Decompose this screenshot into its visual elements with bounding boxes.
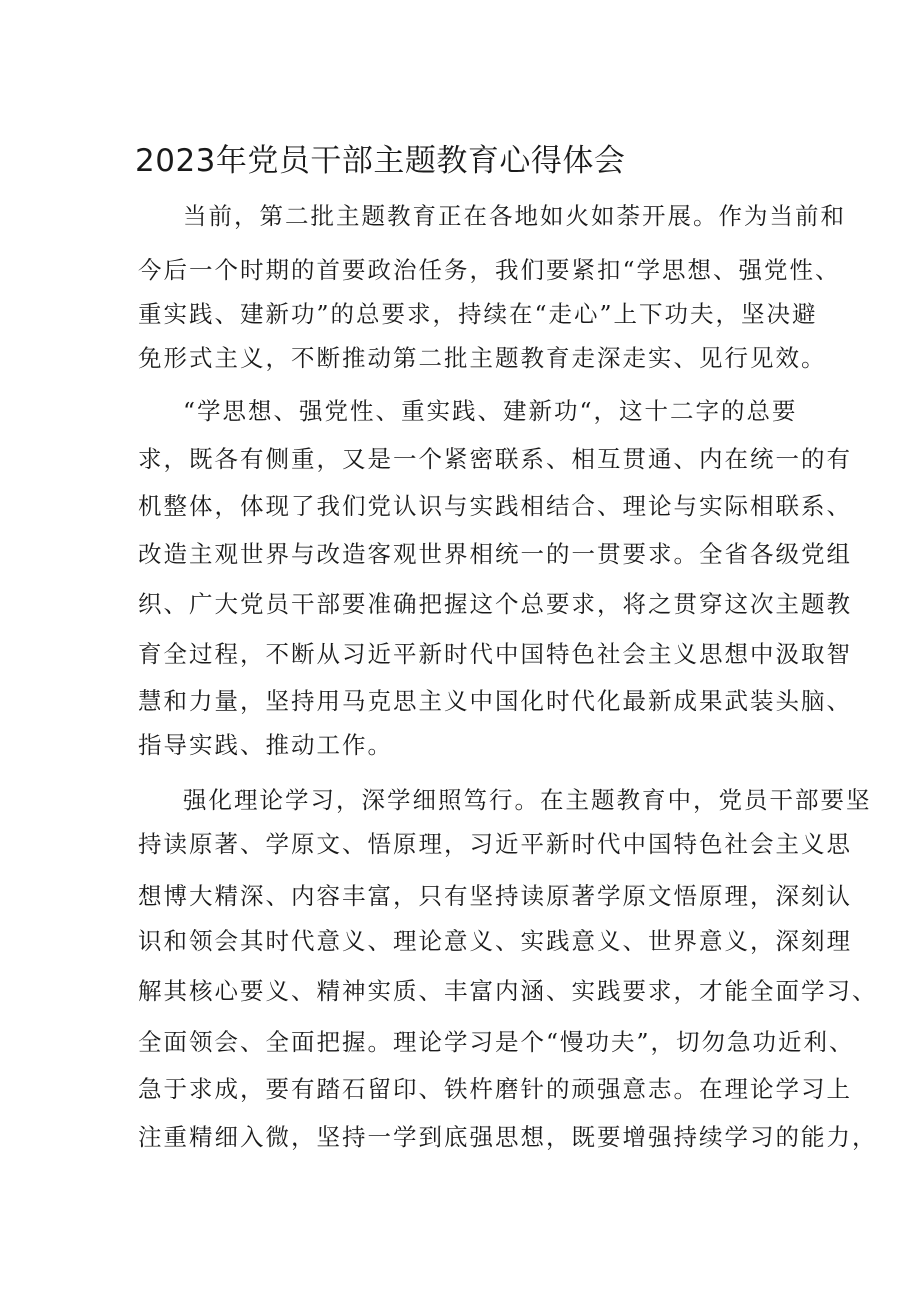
paragraph-line: 今后一个时期的首要政治任务，我们要紧扣“学思想、强党性、 (138, 256, 841, 284)
paragraph-line: 织、广大党员干部要准确把握这个总要求，将之贯穿这次主题教 (138, 590, 852, 618)
paragraph-line: 慧和力量，坚持用马克思主义中国化时代化最新成果武装头脑、 (138, 687, 852, 715)
paragraph-line: 育全过程，不断从习近平新时代中国特色社会主义思想中汲取智 (138, 640, 852, 668)
paragraph-line: 重实践、建新功”的总要求，持续在“走心”上下功夫，坚决避 (138, 300, 818, 328)
paragraph-line: 想博大精深、内容丰富，只有坚持读原著学原文悟原理，深刻认 (138, 882, 852, 910)
paragraph-line: 急于求成，要有踏石留印、铁杵磨针的顽强意志。在理论学习上 (138, 1075, 852, 1103)
paragraph-line: 机整体，体现了我们党认识与实践相结合、理论与实际相联系、 (138, 492, 852, 520)
paragraph-line: 改造主观世界与改造客观世界相统一的一贯要求。全省各级党组 (138, 540, 852, 568)
paragraph-line: 全面领会、全面把握。理论学习是个“慢功夫”，切勿急功近利、 (138, 1028, 855, 1056)
document-title: 2023年党员干部主题教育心得体会 (135, 143, 626, 179)
paragraph-line: 免形式主义，不断推动第二批主题教育走深走实、见行见效。 (138, 344, 827, 372)
paragraph-line: 解其核心要义、精神实质、丰富内涵、实践要求，才能全面学习、 (138, 977, 878, 1005)
paragraph-line: 强化理论学习，深学细照笃行。在主题教育中，党员干部要坚 (183, 786, 872, 814)
paragraph-line: 注重精细入微，坚持一学到底强思想，既要增强持续学习的能力， (138, 1123, 878, 1151)
paragraph-line: 识和领会其时代意义、理论意义、实践意义、世界意义，深刻理 (138, 927, 852, 955)
paragraph-line: 求，既各有侧重，又是一个紧密联系、相互贯通、内在统一的有 (138, 445, 852, 473)
paragraph-line: 持读原著、学原文、悟原理，习近平新时代中国特色社会主义思 (138, 830, 852, 858)
paragraph-line: 当前，第二批主题教育正在各地如火如荼开展。作为当前和 (183, 202, 846, 230)
paragraph-line: “学思想、强党性、重实践、建新功“，这十二字的总要 (183, 397, 798, 425)
paragraph-line: 指导实践、推动工作。 (138, 731, 393, 759)
